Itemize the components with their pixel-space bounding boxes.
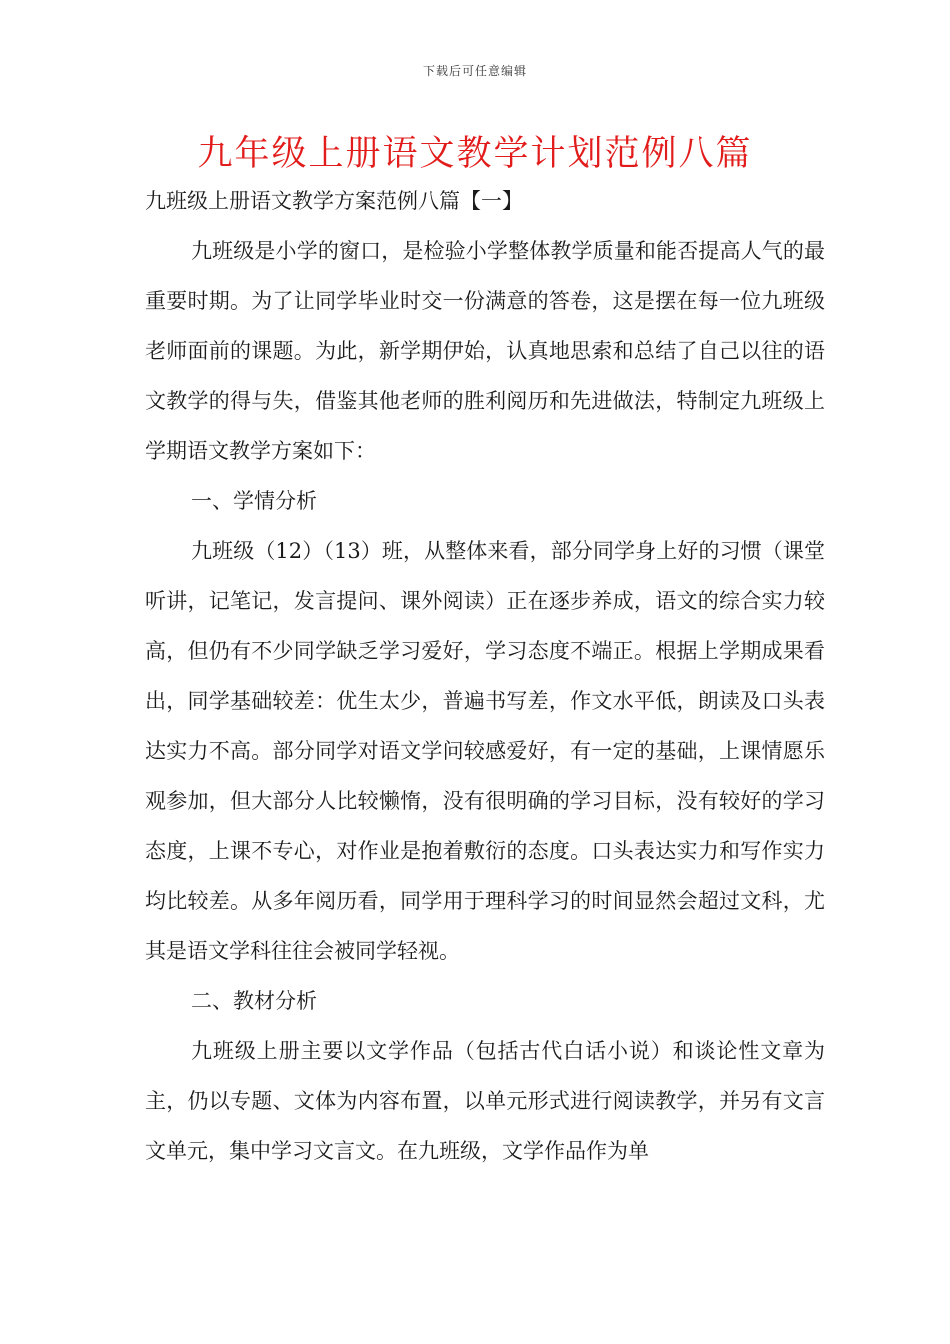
intro-paragraph: 九班级是小学的窗口，是检验小学整体教学质量和能否提高人气的最重要时期。为了让同学毕业时交一份满意的答卷，这是摆在每一位九班级老师面前的课题。为此，新学期伊始，认真地思索和总结了自己以往的语文教学的得与失，借鉴其他老师的胜利阅历和先进做法，特制定九班级上学期语文教学方案如下：	[145, 239, 825, 463]
header-note: 下载后可任意编辑	[422, 64, 527, 78]
document-subtitle: 九班级上册语文教学方案范例八篇【一】	[145, 189, 523, 213]
section-heading-2: 二、教材分析	[191, 989, 317, 1013]
section-heading-1: 一、学情分析	[191, 489, 317, 513]
section-paragraph-2: 九班级上册主要以文学作品（包括古代白话小说）和谈论性文章为主，仍以专题、文体为内容布置，以单元形式进行阅读教学，并另有文言文单元，集中学习文言文。在九班级，文学作品作为单	[145, 1039, 825, 1163]
section-paragraph-1: 九班级（12）（13）班，从整体来看，部分同学身上好的习惯（课堂听讲，记笔记，发言提问、课外阅读）正在逐步养成，语文的综合实力较高，但仍有不少同学缺乏学习爱好，学习态度不端正。根据上学期成果看出，同学基础较差：优生太少，普遍书写差，作文水平低，朗读及口头表达实力不高。部分同学对语文学问较感爱好，有一定的基础，上课情愿乐观参加，但大部分人比较懒惰，没有很明确的学习目标，没有较好的学习态度，上课不专心，对作业是抱着敷衍的态度。口头表达实力和写作实力均比较差。从多年阅历看，同学用于理科学习的时间显然会超过文科，尤其是语文学科往往会被同学轻视。	[145, 539, 825, 963]
document-body	[145, 176, 825, 1176]
document-title: 九年级上册语文教学计划范例八篇	[197, 134, 753, 174]
